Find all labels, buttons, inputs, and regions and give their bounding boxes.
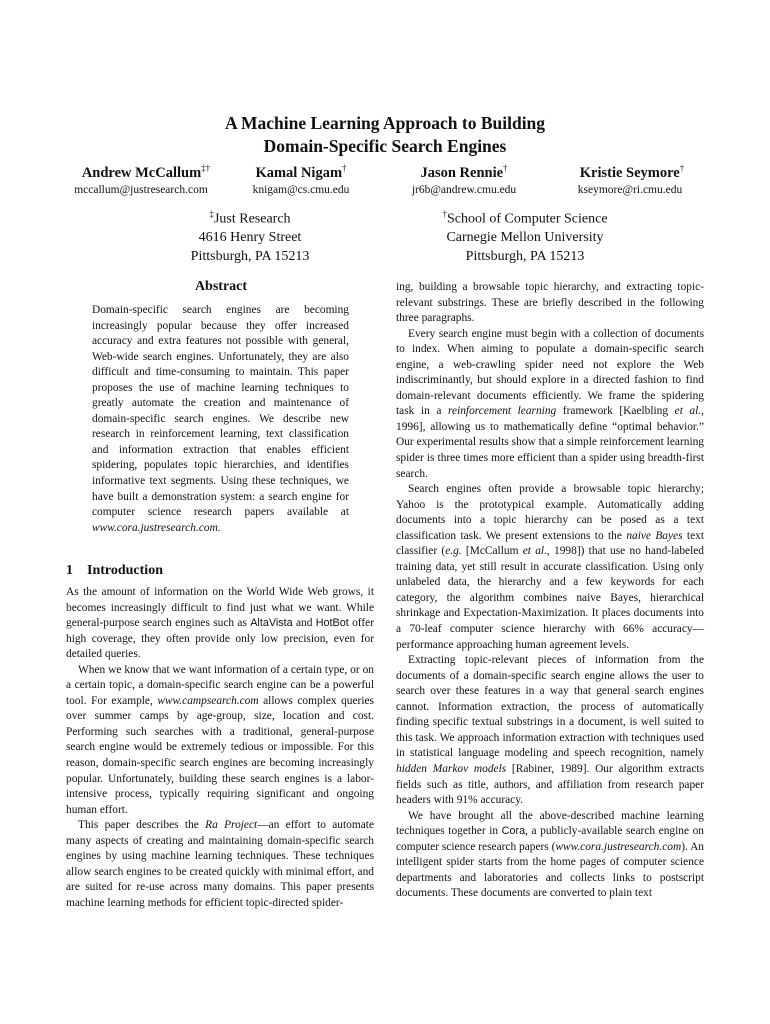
affiliation-mark: † xyxy=(442,209,447,219)
ra-project-name: Ra Project xyxy=(205,819,258,832)
author-1 xyxy=(66,163,226,182)
author-name: Kamal Nigam xyxy=(255,164,343,181)
author-name: Andrew McCallum xyxy=(81,164,202,181)
affiliation-mark: ‡ xyxy=(209,209,214,219)
author-name: Jason Rennie xyxy=(420,164,504,181)
abstract-url: www.cora.justresearch.com. xyxy=(92,521,221,534)
author-mark: † xyxy=(342,163,347,173)
author-2 xyxy=(241,163,361,182)
altavista-name: AltaVista xyxy=(250,617,293,630)
paper-title xyxy=(0,112,770,158)
author-4-email: kseymore@ri.cmu.edu xyxy=(577,184,683,196)
campsearch-url: www.campsearch.com xyxy=(157,694,259,707)
paragraph: ing, building a browsable topic hierarchy, and extracting topic-relevant substrings. These are briefly described in the following three paragraphs. xyxy=(396,281,704,325)
affiliation-line: 4616 Henry Street xyxy=(198,230,302,246)
paragraph: When we know that we want information of a certain type, or on a certain topic, a domain-specific search engine can be a powerful tool. For example, www.campsearch.com allows complex queries over summer camps by age-group, size, location and cost. Performing such searches with a traditional, general-purpose search engine would be extremely tedious or impossible. For this reason, domain-specific search engines are becoming increasingly popular. Unfortunately, building these search engines is a labor-intensive process, typically requiring significant and ongoing human effort. xyxy=(66,663,374,816)
affiliation-line: Just Research xyxy=(213,211,291,227)
title-line-2: Domain-Specific Search Engines xyxy=(263,136,507,156)
left-column-body xyxy=(66,585,374,911)
affiliation-just-research xyxy=(150,205,350,266)
section-title: Introduction xyxy=(87,563,163,578)
author-mark: † xyxy=(503,163,508,173)
author-mark: † xyxy=(679,163,685,173)
section-number: 1 xyxy=(66,563,73,578)
section-heading-introduction xyxy=(66,563,163,579)
author-2-email: knigam@cs.cmu.edu xyxy=(252,184,350,196)
affiliation-line: Pittsburgh, PA 15213 xyxy=(190,248,310,264)
affiliation-line: Pittsburgh, PA 15213 xyxy=(465,248,585,264)
title-line-1: A Machine Learning Approach to Building xyxy=(224,113,546,133)
abstract-heading: Abstract xyxy=(194,279,248,294)
paragraph: Search engines often provide a browsable topic hierarchy; Yahoo is the prototypical example. Automatically adding documents into a topic hierarchy can be posed as a text classification task. We present extensions to the naive Bayes text classifier (e.g. [McCallum et al., 1998]) that use no hand-labeled training data, yet still result in accurate classification. Using only unlabeled data, the hierarchy and a few keywords for each category, the algorithm combines naive Bayes, hierarchical shrinkage and Expectation-Maximization. It places documents into a 70-leaf computer science hierarchy with 66% accuracy—performance approaching human agreement levels. xyxy=(396,483,704,651)
author-name: Kristie Seymore xyxy=(579,164,680,181)
author-3-email: jr6b@andrew.cmu.edu xyxy=(411,184,517,196)
author-4 xyxy=(560,163,704,182)
author-3 xyxy=(402,163,526,182)
paragraph: We have brought all the above-described machine learning techniques together in Cora, a publicly-available search engine on computer science research papers (www.cora.justresearch.com). An intelligent spider starts from the home pages of computer science departments and laboratories and collects links to postscript documents. These documents are converted to plain text xyxy=(396,809,705,900)
affiliation-line: School of Computer Science xyxy=(446,211,608,227)
paragraph: Every search engine must begin with a collection of documents to index. When aiming to populate a domain-specific search engine, a web-crawling spider need not explore the Web indiscriminantly, but should explore in a directed fashion to find domain-relevant documents efficiently. We frame the spidering task in a reinforcement learning framework [Kaelbling et al., 1996], allowing us to mathematically define “optimal behavior.” Our experimental results show that a simple reinforcement learning spider is three times more efficient than a spider using breadth-first search. xyxy=(396,327,705,480)
author-mark: ‡† xyxy=(201,163,211,173)
affiliation-cmu xyxy=(410,205,640,266)
paragraph: Extracting topic-relevant pieces of information from the documents of a domain-specific search engine allows the user to search over these features in a way that general search engines cannot. Information extraction, the process of automatically finding specific textual substrings in a document, is well suited to this task. We approach information extraction with techniques used in statistical language modeling and speech recognition, namely hidden Markov models [Rabiner, 1989]. Our algorithm extracts fields such as title, authors, and affiliation from research paper headers with 91% accuracy. xyxy=(396,654,704,807)
cora-name: Cora xyxy=(501,825,526,838)
abstract-text: Domain-specific search engines are becoming increasingly popular because they offer increased accuracy and extra features not possible with general, Web-wide search engines. Unfortunately, they are also difficult and time-consuming to maintain. This paper proposes the use of machine learning techniques to greatly automate the creation and maintenance of domain-specific search engines. We describe new research in reinforcement learning, text classification and information extraction that enables efficient spidering, populates topic hierarchies, and identifies informative text segments. Using these techniques, we have built a demonstration system: a search engine for computer science research papers available at xyxy=(92,304,349,519)
author-1-email: mccallum@justresearch.com xyxy=(74,184,208,196)
right-column-body xyxy=(396,280,704,902)
paragraph: This paper describes the Ra Project—an effort to automate many aspects of creating and maintaining domain-specific search engines by using machine learning techniques. These techniques allow search engines to be created quickly with minimal effort, and are suited for re-use across many domains. This paper presents machine learning methods for efficient topic-directed spider- xyxy=(66,819,374,909)
abstract-body xyxy=(92,303,349,536)
hotbot-name: HotBot xyxy=(315,617,349,630)
paragraph: As the amount of information on the World Wide Web grows, it becomes increasingly difficult to find just what we want. While general-purpose search engines such as AltaVista and HotBot offer high coverage, they often provide only low precision, even for detailed queries. xyxy=(66,586,374,661)
cora-url: www.cora.justresearch.com xyxy=(555,840,682,853)
affiliation-line: Carnegie Mellon University xyxy=(446,230,604,246)
